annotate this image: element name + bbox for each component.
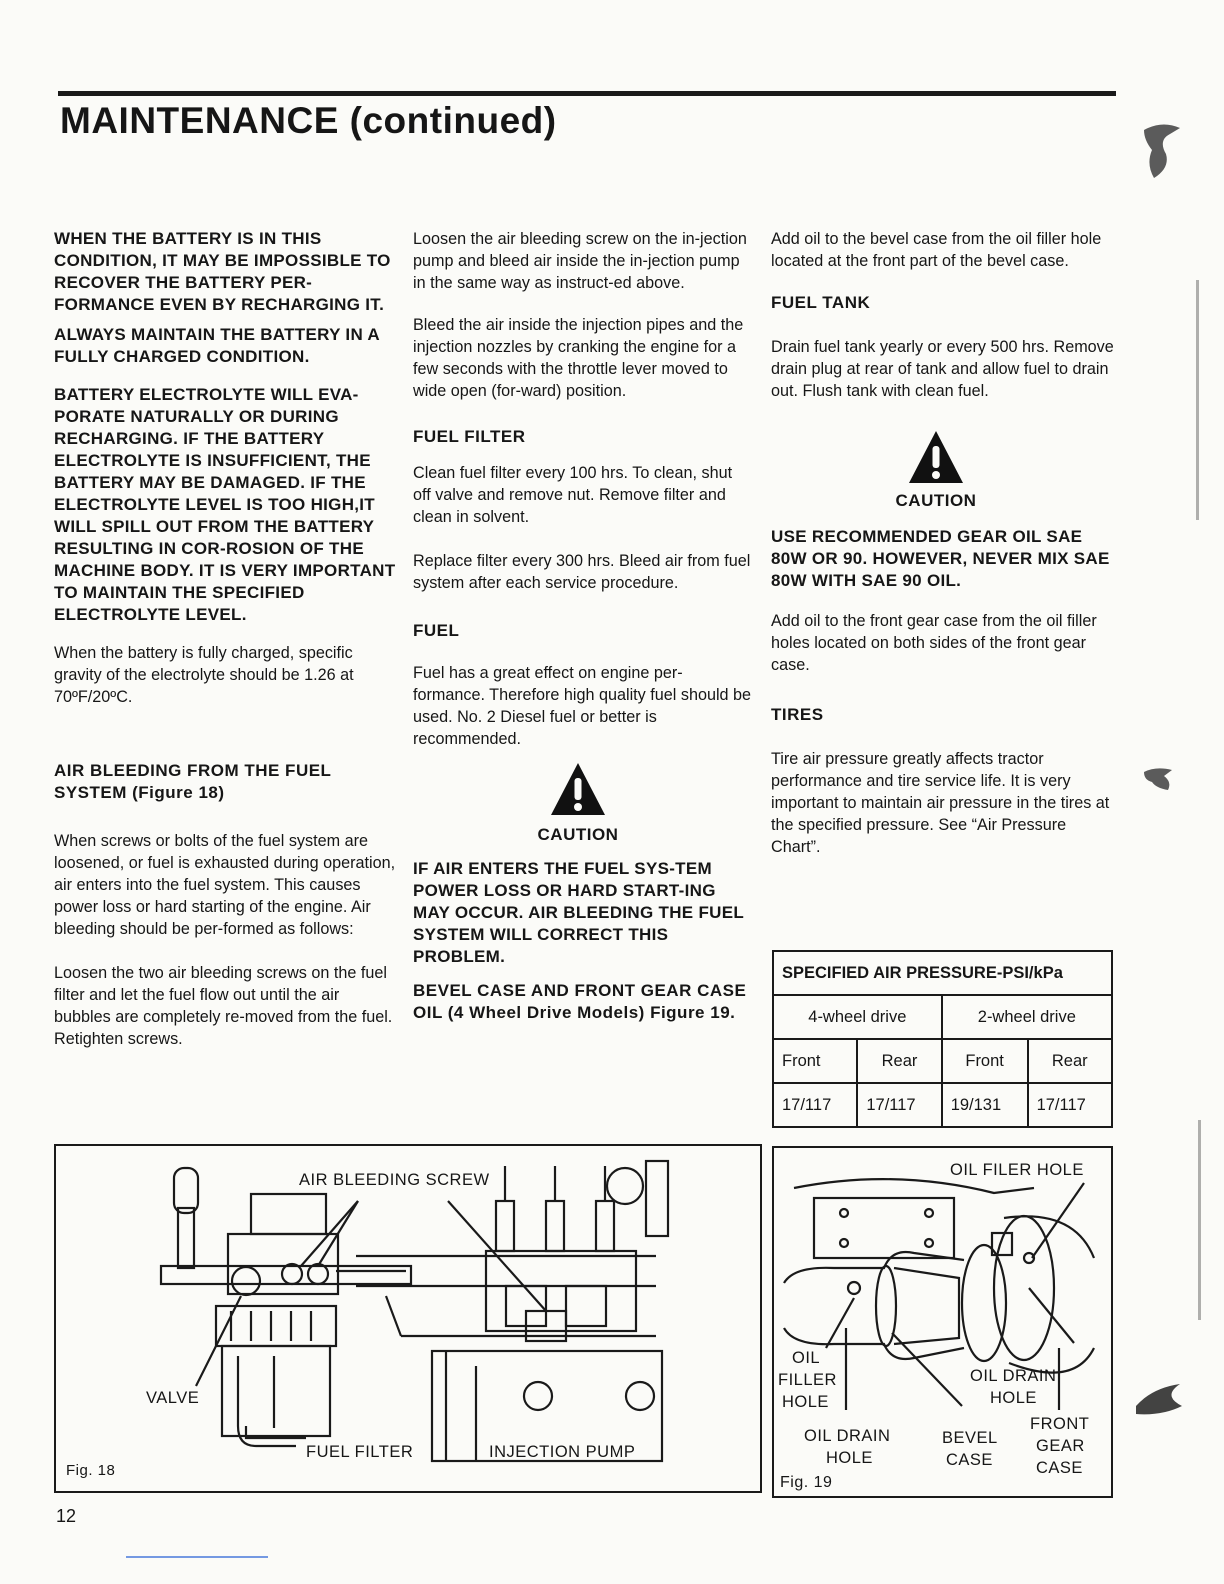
battery-warning-3: BATTERY ELECTROLYTE WILL EVA-PORATE NATURALLY OR DURING RECHARGING. IF THE BATTERY ELECTROLYTE IS INSUFFICIENT, THE BATTERY MAY BE DAMAGED. IF THE ELECTROLYTE LEVEL IS TOO HIGH,IT WILL SPILL OUT FROM THE BATTERY RESULTING IN COR-ROSION OF THE MACHINE BODY. IT IS VERY IMPORTANT TO MAINTAIN THE SPECIFIED ELECTROLYTE LEVEL. [54, 385, 396, 624]
label-front-gear-3: CASE [1036, 1459, 1083, 1477]
figure-18-caption: Fig. 18 [66, 1462, 116, 1479]
air-pressure-table [772, 950, 1113, 1128]
label-oil-filer-hole: OIL FILER HOLE [950, 1161, 1084, 1179]
scan-edge-mark [1196, 280, 1199, 520]
gravity-text: When the battery is fully charged, specific gravity of the electrolyte should be 1.26 at 70ºF/20ºC. [54, 644, 354, 706]
scan-edge-mark [1198, 1120, 1201, 1320]
bevel-case-heading: BEVEL CASE AND FRONT GEAR CASE OIL (4 Wheel Drive Models) Figure 19. [413, 981, 747, 1022]
air-bleeding-heading: AIR BLEEDING FROM THE FUEL SYSTEM (Figure 18) [54, 761, 332, 802]
column-1 [54, 228, 399, 1050]
label-bevel-case-1: BEVEL [942, 1429, 998, 1447]
page-title: MAINTENANCE (continued) [60, 100, 557, 141]
label-front-gear-1: FRONT [1030, 1415, 1090, 1433]
tires-text: Tire air pressure greatly affects tractor performance and tire service life. It is very important to maintain air pressure in the tires at the specified pressure. See “Air Pressure Chart”. [771, 750, 1110, 856]
label-oil-filler-3: HOLE [782, 1393, 829, 1411]
caution-label: CAUTION [895, 491, 977, 510]
caution-block-fuel [413, 760, 743, 846]
page-number: 12 [56, 1506, 77, 1526]
caution-label: CAUTION [537, 825, 619, 844]
label-air-bleeding-screw: AIR BLEEDING SCREW [299, 1171, 490, 1189]
value-rear-2wd: 17/117 [1028, 1083, 1112, 1127]
label-oil-drain-right-2: HOLE [990, 1389, 1037, 1407]
fuel-tank-text: Drain fuel tank yearly or every 500 hrs. Remove drain plug at rear of tank and allow fuel to drain out. Flush tank with clean fuel. [771, 338, 1114, 400]
figure-19-caption: Fig. 19 [780, 1474, 833, 1491]
warning-triangle-icon [906, 428, 966, 486]
label-oil-filler-2: FILLER [778, 1371, 837, 1389]
battery-warning-2: ALWAYS MAINTAIN THE BATTERY IN A FULLY CHARGED CONDITION. [54, 325, 380, 366]
label-injection-pump: INJECTION PUMP [489, 1443, 636, 1461]
fuel-filter-clean: Clean fuel filter every 100 hrs. To clean, shut off valve and remove nut. Remove filter and clean in solvent. [413, 464, 733, 526]
subheader-front-4wd: Front [773, 1039, 857, 1083]
air-bleeding-step: Loosen the two air bleeding screws on the fuel filter and let the fuel flow out until the air bubbles are completely re-moved from the fuel. Retighten screws. [54, 964, 393, 1048]
fuel-text: Fuel has a great effect on engine per-formance. Therefore high quality fuel should be used. No. 2 Diesel fuel or better is recommended. [413, 664, 752, 748]
caution-block-gear [771, 428, 1101, 512]
label-bevel-case-2: CASE [946, 1451, 993, 1469]
caution-fuel-text: IF AIR ENTERS THE FUEL SYS-TEM POWER LOSS OR HARD START-ING MAY OCCUR. AIR BLEEDING THE FUEL SYSTEM WILL CORRECT THIS PROBLEM. [413, 859, 744, 966]
bevel-oil-text: Add oil to the bevel case from the oil filler hole located at the front part of the bevel case. [771, 230, 1102, 270]
label-oil-drain-bottom-2: HOLE [826, 1449, 873, 1467]
group-2wd: 2-wheel drive [942, 995, 1112, 1039]
tires-heading: TIRES [771, 705, 824, 724]
value-rear-4wd: 17/117 [857, 1083, 941, 1127]
pipes-bleed-text: Bleed the air inside the injection pipes and the injection nozzles by cranking the engine for a few seconds with the throttle lever moved to wide open (for-ward) position. [413, 316, 744, 400]
subheader-rear-4wd: Rear [857, 1039, 941, 1083]
value-front-2wd: 19/131 [942, 1083, 1028, 1127]
label-oil-drain-right-1: OIL DRAIN [970, 1367, 1057, 1385]
pump-bleed-text: Loosen the air bleeding screw on the in-jection pump and bleed air inside the in-jection pump in the same way as instruct-ed above. [413, 230, 747, 292]
figure-19 [772, 1146, 1113, 1498]
table-title: SPECIFIED AIR PRESSURE-PSI/kPa [773, 951, 1112, 995]
warning-triangle-icon [548, 760, 608, 818]
label-fuel-filter: FUEL FILTER [306, 1443, 414, 1461]
binding-hole-mark-icon [1140, 120, 1184, 182]
column-2 [413, 228, 753, 1024]
binding-hole-mark-icon [1132, 1380, 1188, 1420]
fuel-tank-heading: FUEL TANK [771, 293, 871, 312]
header-rule [58, 91, 1116, 96]
column-3 [771, 228, 1116, 858]
figure-18 [54, 1144, 762, 1493]
label-valve: VALVE [146, 1389, 200, 1407]
air-bleeding-intro: When screws or bolts of the fuel system are loosened, or fuel is exhausted during operation, air enters into the fuel system. This causes power loss or hard starting of the engine. Air bleeding should be per-formed as follows: [54, 832, 396, 938]
caution-gear-text: USE RECOMMENDED GEAR OIL SAE 80W OR 90. HOWEVER, NEVER MIX SAE 80W WITH SAE 90 OIL. [771, 527, 1110, 590]
subheader-front-2wd: Front [942, 1039, 1028, 1083]
label-front-gear-2: GEAR [1036, 1437, 1085, 1455]
fuel-system-illustration [56, 1146, 760, 1491]
group-4wd: 4-wheel drive [773, 995, 942, 1039]
battery-warning-1: WHEN THE BATTERY IS IN THIS CONDITION, IT MAY BE IMPOSSIBLE TO RECOVER THE BATTERY PER-FORMANCE EVEN BY RECHARGING IT. [54, 229, 391, 314]
fuel-filter-heading: FUEL FILTER [413, 427, 526, 446]
scan-underline-mark [126, 1556, 268, 1558]
value-front-4wd: 17/117 [773, 1083, 857, 1127]
label-oil-drain-bottom-1: OIL DRAIN [804, 1427, 891, 1445]
label-oil-filler-1: OIL [792, 1349, 821, 1367]
binding-hole-mark-icon [1142, 764, 1178, 792]
fuel-heading: FUEL [413, 621, 460, 640]
front-gear-oil-text: Add oil to the front gear case from the oil filler holes located on both sides of the front gear case. [771, 612, 1097, 674]
fuel-filter-replace: Replace filter every 300 hrs. Bleed air from fuel system after each service procedure. [413, 552, 751, 592]
subheader-rear-2wd: Rear [1028, 1039, 1112, 1083]
